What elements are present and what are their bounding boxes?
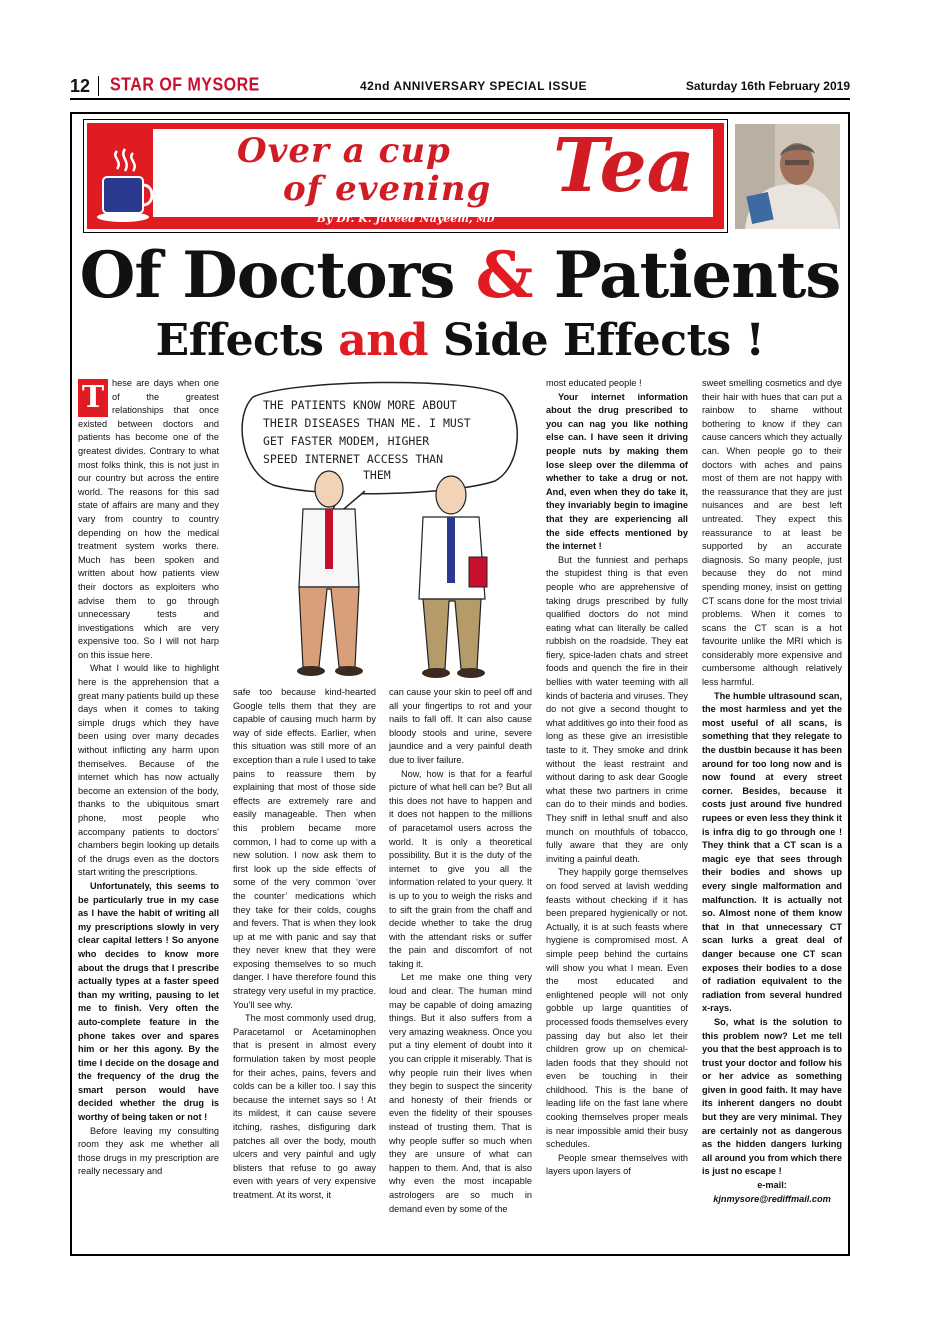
article-column-4 [546,377,688,1179]
banner-tea-word: Tea [553,123,695,209]
cartoon-illustration [233,377,532,681]
subheadline [70,314,850,368]
article-paragraph: Unfortunately, this seems to be particularly true in my case as I have the habit of writing all my prescriptions slowly in very clear capital letters ! So anyone who decides to know more about the drugs that I prescribe actually types at a faster speed than my writing, pausing to let me to finish. Very often the auto-complete feature in the phone takes over and spares him or her this agony. By the time I decide on the dosage and the frequency of the drug the smart person would have decided whether the drug is worthy of being taken or not ! [78,880,219,1123]
byline-author: By Dr. K. Javeed Nayeem, [316,212,473,225]
byline [87,212,724,225]
headline [70,238,850,314]
article-paragraph: Your internet information about the drug prescribed to you can nag you like nothing else can. I have seen it driving people nuts by making them lose sleep over the dilemma of whether to take a drug or not. And, even when they do take it, they invariably begin to imagine that they are experiencing all the side effects mentioned by the internet ! [546,391,688,552]
article-paragraph: sweet smelling cosmetics and dye their hair with hues that can put a rainbow to shame without bothering to know if they can cause cancers which they actually can. When people go to their doctors with aches and pains most of them are not happy with the reassurance that they are just nuisances and are best left untreated. They expect this reassurance to at least be supported by an accurate diagnosis. So many people, just because they do not mind spending money, insist on getting CT scans done for the most trivial problems. When it comes to scans the CT scan is a hot favourite unlike the MRI which is considerably more expensive and cumbersome although relatively less harmful. [702,378,842,688]
article-paragraph: can cause your skin to peel off and all your fingertips to rot and your nails to fall off. It can also cause bloody stools and urine, severe jaundice and a very painful death due to liver failure. [389,687,532,765]
drop-cap: T [78,379,108,417]
cartoon-doctor-figure [419,476,487,678]
banner-line-1: Over a cup [237,131,451,171]
cartoon-caption-line-1: THE PATIENTS KNOW MORE ABOUT [263,398,457,412]
article-paragraph: safe too because kind-hearted Google tells them that they are capable of causing much harm by way of side effects. Earlier, when this situation was still more of an exception than a rule I used to take pains to reassure them by explaining that most of those side effects are extremely rare and easily manageable. Then when this problem became more common, I had to come up with a new solution. I now ask them to first look up the side effects of some of the very common ‘over the counter’ medications which they take for their colds, coughs and fevers. That is when they look up at me with panic and say that they never knew that they were exposing themselves to so much danger. I have therefore found this strategy very useful in my practice. You’ll see why. [233,687,377,1010]
subhead-and: and [338,315,429,366]
article-paragraph: Let me make one thing very loud and clear. The human mind may be capable of doing amazing things. But it also suffers from a very amazing weakness. Once you put a tiny element of doubt into it you can cripple it miserably. That is why people ruin their lives when they begin to suspect the sincerity and honesty of their friends or even the fidelity of their spouses instead of trusting them. That is why people suffer so much when they are unsure of what can happen to them. And, that is also why even the most incapable astrologers are so much in demand even by some of the [389,972,532,1214]
article-paragraph: They happily gorge themselves on food served at lavish wedding feasts without checking if it has been prepared hygienically or not. Actually, it is at such feasts where hygiene is compromised most. A simple peep behind the curtains will show you what I mean. Even the most educated and enlightened people will not only gobble up large quantities of processed foods themselves every passing day but also let their children grow up on chemical-laden foods that they should not even be touching in their childhood. This is the bane of leading life on the fast lane where cooking themselves proper meals is near impossible amid their busy schedules. [546,867,688,1150]
masthead [70,76,850,98]
banner-line-2: of evening [283,169,492,209]
article-paragraph: So, what is the solution to this problem now? Let me tell you that the best approach is to trust your doctor and follow his or her advice as something given in good faith. It may have its inherent dangers no doubt but they are very minimal. They are certainly not as dangerous as the hidden dangers lurking all around you from which there is just no escape ! [702,1016,842,1177]
headline-ampersand: & [475,238,533,313]
masthead-rule [70,98,850,100]
subhead-part-2: Side Effects ! [428,315,765,366]
article-paragraph: The humble ultrasound scan, the most harmless and yet the most useful of all scans, is something that they relegate to the dustbin because it has been around for too long now and is now found at every street corner. Besides, because it costs just around five hundred rupees or even less they think it is infra dig to go through one ! They think that a CT scan is a magic eye that sees through their bodies and shows up every single malformation and malfunction. It is actually not so. Almost none of them know that in that unnecessary CT scan lurks a great deal of danger because one CT scan exposes their bodies to a dose of radiation equivalent to the radiation from several hundred x-rays. [702,690,842,1014]
cartoon-caption-line-5: THEM [363,468,391,482]
article-paragraph: most educated people ! [546,378,642,388]
author-portrait-image [735,124,840,229]
article-column-5 [702,377,842,1206]
article-paragraph: But the funniest and perhaps the stupidest thing is that even people who are apprehensive of taking drugs prescribed by fully qualified doctors do not mind eating what can literally be called rubbish on the roadside. They eat fiery, spice-laden chats and street foods and quench the fire in their bellies with water teeming with all kinds of bacteria and viruses. They do not give a second thought to what additives go into their food as long as these give an irresistible taste to it. They smoke and drink without the least restraint and without daring to ask dear Google what these two partners in crime can do to their minds and bodies. They sniff in lethal snuff and also munch on mouthfuls of tobacco, fully aware that they are only inviting a painful death. [546,554,688,864]
cartoon-caption-line-3: GET FASTER MODEM, HIGHER [263,434,430,448]
page-number: 12 [70,76,91,96]
article-column-1 [78,377,219,1179]
article-paragraph: What I would like to highlight here is the apprehension that a great many patients build up these days when it comes to taking simple drugs which they have been using over many decades without inflicting any harm upon themselves. Because of the internet which has now actually become an extension of the body, thanks to the ubiquitous smart phone, most people who accompany patients to doctors’ chambers begin looking up details of the drugs even as the doctors start writing the prescriptions. [78,663,219,878]
article-paragraph: Before leaving my consulting room they ask me whether all those drugs in my prescription are really necessary and [78,1125,219,1177]
article-paragraph: Now, how is that for a fearful picture of what hell can be? But all this does not have to happen and it does not happen to the millions of paracetamol users across the world. It is only a theoretical possibility. But it is the duty of the internet to give you all the information related to your query. It is up to you to weigh the risks and to sift the grain from the chaff and decide whether to take the drug with the attendant risks or suffer the pain and discomfort of not taking it. [389,768,532,969]
author-email[interactable]: kjnmysore@rediffmail.com [713,1193,831,1204]
masthead-divider [98,76,99,96]
cartoon-caption-line-4: SPEED INTERNET ACCESS THAN [263,452,444,466]
article-paragraph: People smear themselves with layers upon layers of [546,1152,688,1177]
column-banner [84,120,727,232]
headline-part-1: Of Doctors [79,238,476,313]
article-paragraph: T hese are days when one of the greatest relationships that once existed between doctors and patients has become one of the greatest divides. Contrary to what most folks think, this is not just in our country but across the entire world. The reasons for this sad state of affairs are many and they vary from country to country depending on how the medical treatment system works there. Much has been spoken and written about how patients view their doctors as exploiters who advise them to go through unnecessary tests and investigations which are very expensive too. So I will not harp on this issue here. [78,378,219,660]
headline-part-2: Patients [532,238,841,313]
email-label: e-mail: [757,1180,787,1191]
issue-label: 42nd ANNIVERSARY SPECIAL ISSUE [360,79,588,93]
article-paragraph: The most commonly used drug, Paracetamol or Acetaminophen that is present in almost every formulation taken by most people for their aches, pains, fevers and colds can be a killer too. I say this because the internet says so ! At its mildest, it can cause severe itching, rashes, disfiguring dark patches all over the body, mouth ulcers and very painful and ugly blisters that refuse to go away even with years of very expensive treatment. At its worst, it [233,1013,376,1200]
banner-title-panel [153,123,713,217]
article-column-3 [389,686,532,1216]
article-column-2 [233,686,376,1203]
subhead-part-1: Effects [155,315,339,366]
byline-credential: MD [476,215,495,225]
cartoon [233,377,532,681]
issue-date: Saturday 16th February 2019 [685,79,850,93]
author-photo [735,124,840,229]
cartoon-caption-line-2: THEIR DISEASES THAN ME. I MUST [263,416,471,430]
publication-name: STAR OF MYSORE [110,75,260,96]
